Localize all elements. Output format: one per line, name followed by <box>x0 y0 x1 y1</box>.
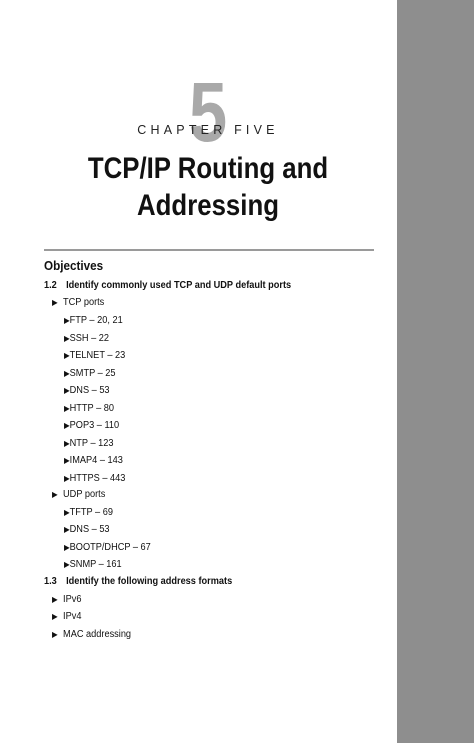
list-item: ▶FTP – 20, 21 <box>64 315 123 326</box>
section-title: Identify commonly used TCP and UDP default ports <box>66 280 292 291</box>
chapter-header <box>0 65 474 159</box>
right-triangle-icon: ▶ <box>64 525 70 534</box>
group-tcp-ports <box>52 297 104 308</box>
right-triangle-icon: ▶ <box>64 560 70 569</box>
chapter-number: 5 <box>188 65 228 159</box>
list-item: ▶HTTP – 80 <box>64 402 114 414</box>
right-triangle-icon: ▶ <box>64 333 70 343</box>
group-label: UDP ports <box>63 489 106 500</box>
divider <box>44 249 374 251</box>
list-item: ▶SMTP – 25 <box>64 367 116 379</box>
chapter-title-line-2: Addressing <box>137 189 279 222</box>
group-mac-addressing <box>52 629 131 640</box>
list-item: ▶HTTPS – 443 <box>64 472 126 484</box>
right-triangle-icon: ▶ <box>52 298 58 307</box>
list-item: ▶POP3 – 110 <box>64 420 120 431</box>
section-number: 1.2 <box>44 280 57 291</box>
right-triangle-icon: ▶ <box>64 386 70 395</box>
right-triangle-icon: ▶ <box>64 316 70 325</box>
chapter-label: CHAPTER FIVE <box>137 123 279 137</box>
list-item: ▶SNMP – 161 <box>64 559 122 570</box>
section-title: Identify the following address formats <box>66 576 233 587</box>
right-triangle-icon: ▶ <box>64 438 70 448</box>
group-ipv6 <box>52 594 81 605</box>
chapter-title-line-1: TCP/IP Routing and <box>87 152 329 185</box>
list-item: ▶DNS – 53 <box>64 385 110 396</box>
right-triangle-icon: ▶ <box>52 490 58 499</box>
list-item: ▶TFTP – 69 <box>64 506 113 518</box>
list-item: ▶DNS – 53 <box>64 524 110 535</box>
group-label: MAC addressing <box>63 628 132 640</box>
group-label: IPv6 <box>63 593 82 605</box>
list-item: ▶TELNET – 23 <box>64 350 126 361</box>
objectives-heading: Objectives <box>44 258 104 273</box>
section-1-2-heading <box>44 280 291 291</box>
list-item: ▶BOOTP/DHCP – 67 <box>64 541 151 553</box>
right-triangle-icon: ▶ <box>64 542 70 552</box>
right-triangle-icon: ▶ <box>64 473 70 483</box>
section-1-3-heading <box>44 576 232 587</box>
chapter-title <box>29 150 387 224</box>
group-label: IPv4 <box>63 611 82 622</box>
section-number: 1.3 <box>44 576 57 587</box>
right-triangle-icon: ▶ <box>64 351 70 360</box>
group-udp-ports <box>52 489 105 500</box>
right-triangle-icon: ▶ <box>52 612 58 621</box>
group-label: TCP ports <box>63 297 105 308</box>
list-item: ▶IMAP4 – 143 <box>64 455 123 466</box>
right-triangle-icon: ▶ <box>64 421 70 430</box>
right-triangle-icon: ▶ <box>64 456 70 465</box>
right-triangle-icon: ▶ <box>64 403 70 413</box>
group-ipv4 <box>52 611 81 622</box>
right-triangle-icon: ▶ <box>64 507 70 517</box>
right-triangle-icon: ▶ <box>52 629 58 639</box>
list-item: ▶NTP – 123 <box>64 437 114 449</box>
list-item: ▶SSH – 22 <box>64 332 110 344</box>
right-triangle-icon: ▶ <box>64 368 70 378</box>
right-triangle-icon: ▶ <box>52 594 58 604</box>
